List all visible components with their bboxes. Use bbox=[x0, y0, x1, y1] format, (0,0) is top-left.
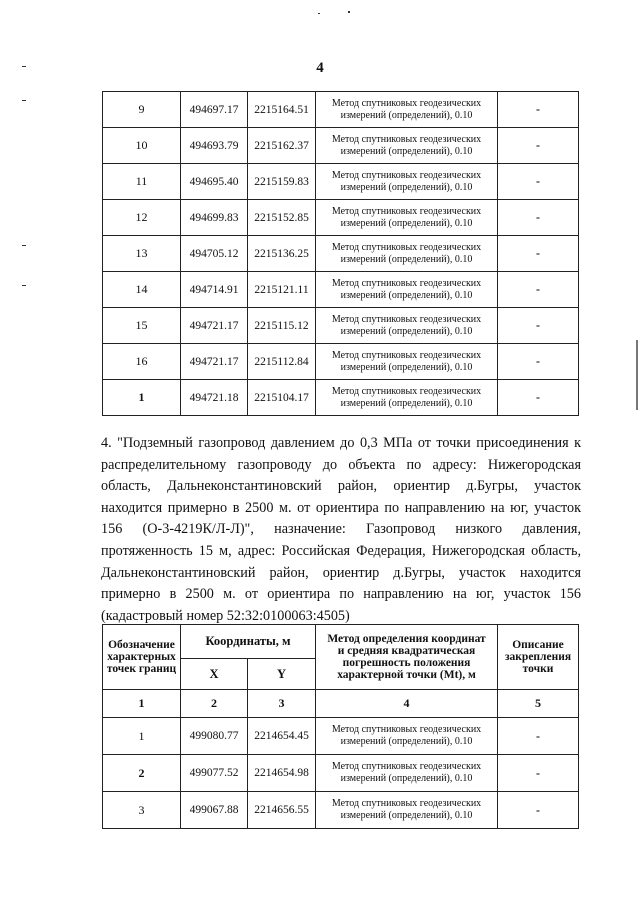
method-line: измерений (определений), 0.10 bbox=[340, 289, 473, 301]
paragraph-line: область, Дальнеконстантиновский район, ориентир д.Бугры, участок bbox=[101, 478, 581, 495]
table-row bbox=[103, 92, 579, 128]
method-description bbox=[316, 236, 498, 272]
coordinate-y: 2215152.85 bbox=[248, 200, 316, 236]
column-index: 5 bbox=[498, 690, 579, 718]
coordinate-x: 494721.17 bbox=[181, 344, 248, 380]
point-number: 2 bbox=[103, 755, 181, 792]
fixing-description: - bbox=[498, 380, 579, 416]
method-line: Метод спутниковых геодезических bbox=[331, 133, 482, 145]
paragraph-line: примерно в 2500 м. от ориентира по направлению на юг, участок 156 bbox=[101, 586, 581, 603]
coordinate-y: 2215112.84 bbox=[248, 344, 316, 380]
coordinate-y: 2215115.12 bbox=[248, 308, 316, 344]
point-number: 10 bbox=[103, 128, 181, 164]
method-line: измерений (определений), 0.10 bbox=[340, 397, 473, 409]
paragraph-line: распределительному газопроводу до объекта по адресу: Нижегородская bbox=[101, 456, 581, 473]
method-description bbox=[316, 128, 498, 164]
coordinate-x: 499080.77 bbox=[181, 718, 248, 755]
column-index: 1 bbox=[103, 690, 181, 718]
coordinate-x: 494721.18 bbox=[181, 380, 248, 416]
fixing-description: - bbox=[498, 92, 579, 128]
method-description bbox=[316, 755, 498, 792]
point-number: 1 bbox=[103, 718, 181, 755]
point-number: 1 bbox=[103, 380, 181, 416]
method-line: Метод спутниковых геодезических bbox=[331, 97, 482, 109]
table-row bbox=[103, 164, 579, 200]
method-line: измерений (определений), 0.10 bbox=[340, 325, 473, 337]
fixing-description: - bbox=[498, 344, 579, 380]
coordinate-x: 499067.88 bbox=[181, 792, 248, 829]
table-row bbox=[103, 380, 579, 416]
table-row bbox=[103, 200, 579, 236]
scan-speck bbox=[348, 11, 350, 13]
coordinate-x: 494721.17 bbox=[181, 308, 248, 344]
fixing-description: - bbox=[498, 236, 579, 272]
coordinate-x: 494705.12 bbox=[181, 236, 248, 272]
point-number: 15 bbox=[103, 308, 181, 344]
table-row bbox=[103, 272, 579, 308]
section-4-paragraph bbox=[101, 433, 581, 627]
method-description bbox=[316, 200, 498, 236]
method-line: Метод спутниковых геодезических bbox=[331, 798, 482, 809]
coordinate-x: 499077.52 bbox=[181, 755, 248, 792]
method-line: измерений (определений), 0.10 bbox=[340, 253, 473, 265]
page-number: 4 bbox=[316, 60, 324, 76]
method-line: измерений (определений), 0.10 bbox=[340, 361, 473, 373]
fixing-description: - bbox=[498, 755, 579, 792]
column-index: 4 bbox=[316, 690, 498, 718]
method-line: Метод спутниковых геодезических bbox=[331, 169, 482, 181]
point-number: 9 bbox=[103, 92, 181, 128]
paragraph-line: находится примерно в 2500 м. от ориентира по направлению на юг, участок bbox=[101, 499, 581, 516]
point-number: 3 bbox=[103, 792, 181, 829]
scan-speck bbox=[22, 245, 26, 246]
header-coordinates: Координаты, м bbox=[181, 625, 316, 659]
point-number: 13 bbox=[103, 236, 181, 272]
method-description bbox=[316, 92, 498, 128]
coordinate-y: 2215162.37 bbox=[248, 128, 316, 164]
point-number: 11 bbox=[103, 164, 181, 200]
method-line: Метод спутниковых геодезических bbox=[331, 385, 482, 397]
coordinate-x: 494693.79 bbox=[181, 128, 248, 164]
coordinate-x: 494697.17 bbox=[181, 92, 248, 128]
scan-speck bbox=[318, 13, 320, 14]
coordinates-table-continued bbox=[102, 91, 579, 416]
method-line: Метод спутниковых геодезических bbox=[331, 349, 482, 361]
table-row bbox=[103, 128, 579, 164]
method-line: Метод спутниковых геодезических bbox=[331, 241, 482, 253]
method-description bbox=[316, 380, 498, 416]
method-line: измерений (определений), 0.10 bbox=[340, 736, 473, 747]
scan-speck bbox=[22, 285, 26, 286]
coordinate-y: 2214654.98 bbox=[248, 755, 316, 792]
method-description bbox=[316, 344, 498, 380]
fixing-description: - bbox=[498, 200, 579, 236]
coordinate-y: 2214656.55 bbox=[248, 792, 316, 829]
column-index: 2 bbox=[181, 690, 248, 718]
paragraph-line: (кадастровый номер 52:32:0100063:4505) bbox=[101, 607, 350, 624]
method-line: Метод спутниковых геодезических bbox=[331, 724, 482, 735]
fixing-description: - bbox=[498, 128, 579, 164]
method-description bbox=[316, 308, 498, 344]
coordinate-x: 494699.83 bbox=[181, 200, 248, 236]
paragraph-line: протяженность 15 м, адрес: Российская Федерация, Нижегородская область, bbox=[101, 542, 581, 559]
fixing-description: - bbox=[498, 164, 579, 200]
table-row bbox=[103, 792, 579, 829]
paragraph-line: 4. "Подземный газопровод давлением до 0,3 МПа от точки присоединения к bbox=[101, 435, 581, 451]
table-row bbox=[103, 308, 579, 344]
point-number: 16 bbox=[103, 344, 181, 380]
header-point-designation: Обозначение характерных точек границ bbox=[103, 625, 181, 690]
method-line: измерений (определений), 0.10 bbox=[340, 217, 473, 229]
fixing-description: - bbox=[498, 718, 579, 755]
method-line: Метод спутниковых геодезических bbox=[331, 313, 482, 325]
method-description bbox=[316, 792, 498, 829]
method-line: Метод спутниковых геодезических bbox=[331, 277, 482, 289]
coordinate-y: 2215121.11 bbox=[248, 272, 316, 308]
method-line: измерений (определений), 0.10 bbox=[340, 145, 473, 157]
header-y: Y bbox=[248, 659, 316, 690]
coordinate-y: 2215159.83 bbox=[248, 164, 316, 200]
method-line: измерений (определений), 0.10 bbox=[340, 181, 473, 193]
fixing-description: - bbox=[498, 792, 579, 829]
coordinate-x: 494695.40 bbox=[181, 164, 248, 200]
table-row bbox=[103, 236, 579, 272]
method-line: измерений (определений), 0.10 bbox=[340, 810, 473, 821]
method-description bbox=[316, 272, 498, 308]
method-line: измерений (определений), 0.10 bbox=[340, 773, 473, 784]
coordinate-y: 2214654.45 bbox=[248, 718, 316, 755]
coordinate-y: 2215164.51 bbox=[248, 92, 316, 128]
header-method: Метод определения координат и средняя квадратическая погрешность положения характерной точки (Mt), м bbox=[316, 625, 498, 690]
paragraph-line: 156 (О-3-4219К/Л-Л)", назначение: Газопровод низкого давления, bbox=[101, 521, 581, 538]
header-x: X bbox=[181, 659, 248, 690]
coordinate-y: 2215136.25 bbox=[248, 236, 316, 272]
method-line: Метод спутниковых геодезических bbox=[331, 761, 482, 772]
method-description bbox=[316, 718, 498, 755]
method-description bbox=[316, 164, 498, 200]
fixing-description: - bbox=[498, 272, 579, 308]
table-row bbox=[103, 344, 579, 380]
header-fixing-description: Описание закрепления точки bbox=[498, 625, 579, 690]
fixing-description: - bbox=[498, 308, 579, 344]
coordinate-x: 494714.91 bbox=[181, 272, 248, 308]
scan-speck bbox=[22, 100, 26, 101]
coordinates-table-section-4 bbox=[102, 624, 579, 829]
point-number: 12 bbox=[103, 200, 181, 236]
table-row bbox=[103, 718, 579, 755]
column-index: 3 bbox=[248, 690, 316, 718]
coordinate-y: 2215104.17 bbox=[248, 380, 316, 416]
paragraph-line: Дальнеконстантиновский район, ориентир д.Бугры, участок находится bbox=[101, 564, 581, 581]
method-line: измерений (определений), 0.10 bbox=[340, 109, 473, 121]
table-row bbox=[103, 755, 579, 792]
scan-edge-mark bbox=[636, 340, 638, 410]
point-number: 14 bbox=[103, 272, 181, 308]
method-line: Метод спутниковых геодезических bbox=[331, 205, 482, 217]
